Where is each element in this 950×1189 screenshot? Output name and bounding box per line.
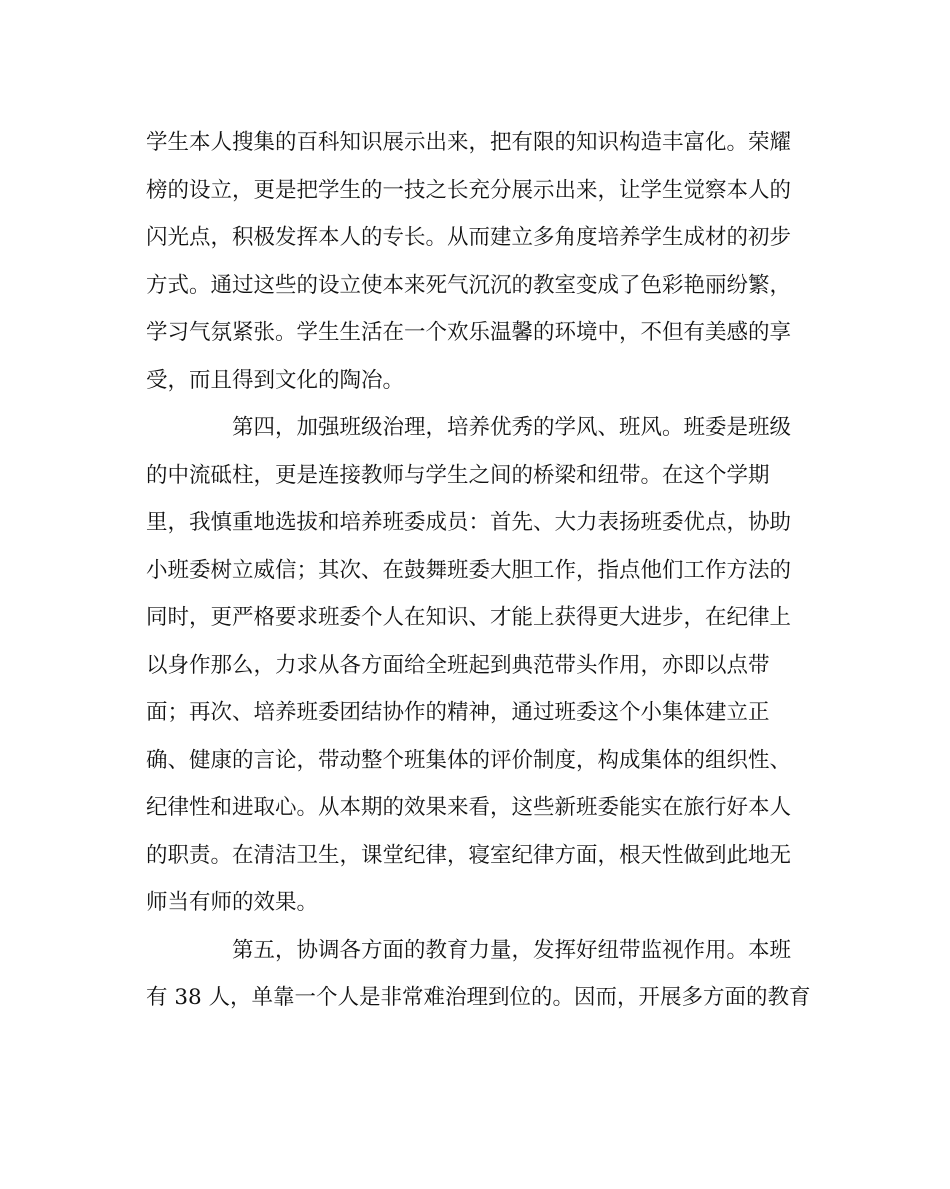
text-line: 里，我慎重地选拔和培养班委成员：首先、大力表扬班委优点，协助	[146, 510, 792, 535]
text-line: 受，而且得到文化的陶冶。	[146, 367, 405, 393]
text-line: 师当有师的效果。	[146, 890, 319, 915]
text-line: 同时，更严格要求班委个人在知识、才能上获得更大进步，在纪律上	[146, 605, 792, 630]
text-line: 确、健康的言论，带动整个班集体的评价制度，构成集体的组织性、	[146, 747, 792, 773]
text-line: 学习气氛紧张。学生生活在一个欢乐温馨的环境中，不但有美感的享	[146, 320, 792, 345]
text-line: 有 38 人，单靠一个人是非常难治理到位的。因而，开展多方面的教育	[146, 985, 811, 1010]
text-line: 小班委树立威信；其次、在鼓舞班委大胆工作，指点他们工作方法的	[146, 557, 792, 583]
paragraph-start-line: 第四，加强班级治理，培养优秀的学风、班风。班委是班级	[232, 415, 792, 440]
text-line: 面；再次、培养班委团结协作的精神，通过班委这个小集体建立正	[146, 700, 770, 725]
text-line: 的职责。在清洁卫生，课堂纪律，寝室纪律方面，根天性做到此地无	[146, 842, 792, 868]
text-line: 闪光点，积极发挥本人的专长。从而建立多角度培养学生成材的初步	[146, 225, 792, 250]
text-line: 以身作那么，力求从各方面给全班起到典范带头作用，亦即以点带	[146, 652, 770, 678]
body-text	[146, 123, 811, 1026]
paragraph-start-line: 第五，协调各方面的教育力量，发挥好纽带监视作用。本班	[232, 937, 792, 963]
text-line: 的中流砥柱，更是连接教师与学生之间的桥梁和纽带。在这个学期	[146, 462, 770, 488]
text-line: 纪律性和进取心。从本期的效果来看，这些新班委能实在旅行好本人	[146, 795, 792, 820]
text-line: 方式。通过这些的设立使本来死气沉沉的教室变成了色彩艳丽纷繁，	[146, 272, 792, 298]
text-line: 学生本人搜集的百科知识展示出来，把有限的知识构造丰富化。荣耀	[146, 130, 792, 155]
text-line: 榜的设立，更是把学生的一技之长充分展示出来，让学生觉察本人的	[146, 177, 792, 203]
